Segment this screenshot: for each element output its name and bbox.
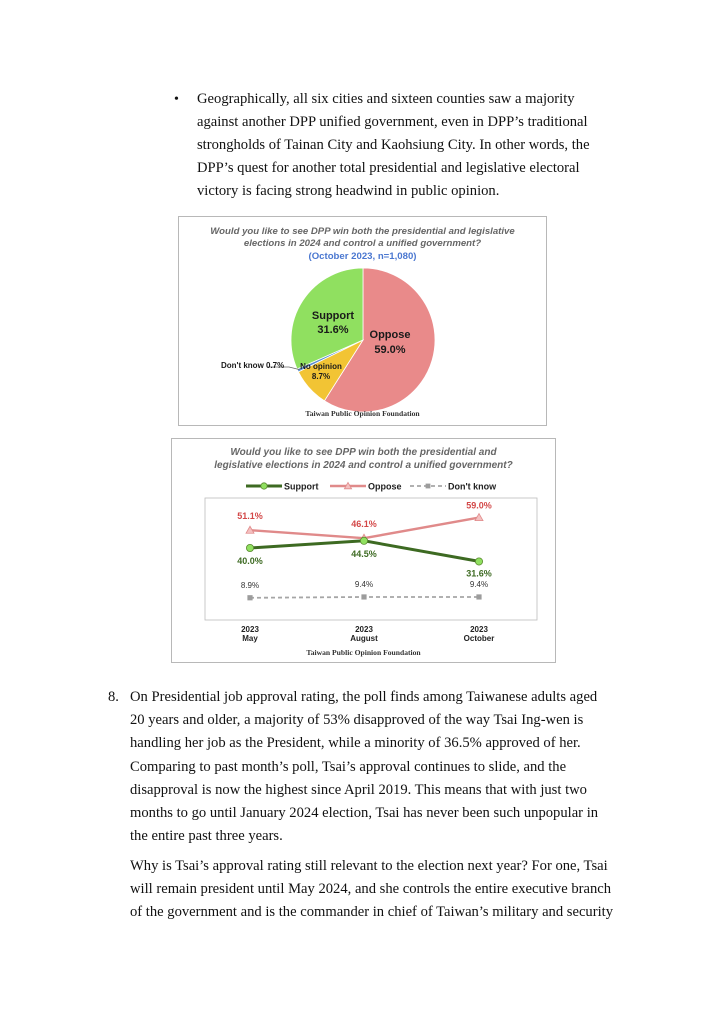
data-label-support: 44.5% [351, 548, 377, 559]
text-line: Comparing to past month’s poll, Tsai’s approval continues to slide, and the [130, 758, 567, 775]
x-tick-year: 2023 [241, 625, 259, 634]
pie-label-no-opinion: No opinion [300, 362, 342, 371]
numbered-text [130, 686, 613, 848]
legend-label-support: Support [284, 481, 319, 492]
pie-value-no-opinion: 8.7% [311, 372, 331, 381]
pie-label-dont-know: Don't know 0.7% [221, 361, 285, 370]
data-label-oppose: 46.1% [351, 519, 377, 530]
text-line: handling her job as the President, while a minority of 36.5% approved of her. [130, 735, 581, 752]
text-line: 20 years and older, a majority of 53% disapproved of the way Tsai Ing-wen is [130, 712, 584, 729]
text-line: Why is Tsai’s approval rating still relevant to the election next year? For one, Tsai [130, 858, 608, 874]
text-line: months to go until January 2024 election, Tsai has never been such unpopular in [130, 805, 599, 822]
text-line: disapproval is now the highest since April 2019. This means that with just two [130, 781, 587, 798]
pie-chart-subtitle: (October 2023, n=1,080) [308, 251, 417, 262]
legend-label-dont-know: Don't know [448, 481, 497, 492]
data-label-support: 40.0% [237, 556, 263, 566]
pie-label-support: Support [311, 310, 355, 322]
line-chart-source: Taiwan Public Opinion Foundation [306, 648, 421, 657]
line-chart-figure [171, 438, 556, 663]
data-label-support: 31.6% [466, 568, 492, 579]
pie-value-oppose: 59.0% [374, 344, 406, 356]
numbered-paragraph [108, 686, 613, 848]
bullet-marker: • [174, 92, 179, 107]
x-tick-month: October [463, 634, 495, 643]
pie-chart-figure [178, 216, 547, 426]
data-label-oppose: 51.1% [237, 511, 263, 522]
data-label-dont-know: 9.4% [354, 580, 374, 589]
pie-value-support: 31.6% [317, 324, 349, 336]
data-label-oppose: 59.0% [466, 500, 492, 511]
body-paragraph [130, 855, 620, 925]
point-dont-know [476, 594, 481, 599]
legend-label-oppose: Oppose [368, 481, 402, 492]
line-chart-title-line2: legislative elections in 2024 and control a unified government? [214, 460, 513, 471]
x-tick-year: 2023 [355, 625, 373, 634]
bullet-text [197, 88, 606, 203]
text-line: the entire past three years. [130, 828, 283, 845]
text-line: of the government and is the commander in chief of Taiwan’s military and security [130, 904, 613, 921]
x-tick-month: August [350, 634, 378, 643]
data-label-dont-know: 9.4% [469, 580, 489, 589]
point-support [360, 537, 367, 544]
point-support [246, 544, 253, 551]
text-line: victory is facing strong headwind in public opinion. [197, 183, 500, 199]
point-support [475, 558, 482, 565]
pie-chart [179, 217, 546, 425]
legend-marker-dont-know [426, 484, 431, 489]
text-line: against another DPP unified government, even in DPP’s traditional [197, 114, 588, 130]
point-dont-know [247, 595, 252, 600]
data-label-dont-know: 8.9% [240, 580, 260, 590]
line-chart-title-line1: Would you like to see DPP win both the presidential and [230, 447, 497, 458]
point-dont-know [361, 594, 366, 599]
text-line: strongholds of Tainan City and Kaohsiung City. In other words, the [197, 137, 590, 153]
pie-chart-title-line1: Would you like to see DPP win both the presidential and legislative [210, 226, 515, 237]
text-line: Geographically, all six cities and sixteen counties saw a majority [197, 91, 575, 107]
text-line: will remain president until May 2024, and she controls the entire executive branch [130, 881, 612, 898]
text-line: On Presidential job approval rating, the poll finds among Taiwanese adults aged [130, 689, 598, 705]
pie-chart-source: Taiwan Public Opinion Foundation [305, 409, 420, 418]
legend-marker-support [261, 483, 267, 489]
line-chart [172, 439, 555, 662]
pie-label-oppose: Oppose [369, 329, 411, 341]
x-tick-month: May [242, 634, 258, 643]
x-tick-year: 2023 [470, 625, 488, 634]
text-line: DPP’s quest for another total presidential and legislative electoral [197, 160, 580, 176]
paragraph-number: 8. [108, 689, 119, 705]
pie-chart-title-line2: elections in 2024 and control a unified government? [243, 238, 482, 249]
bullet-paragraph [176, 88, 606, 203]
